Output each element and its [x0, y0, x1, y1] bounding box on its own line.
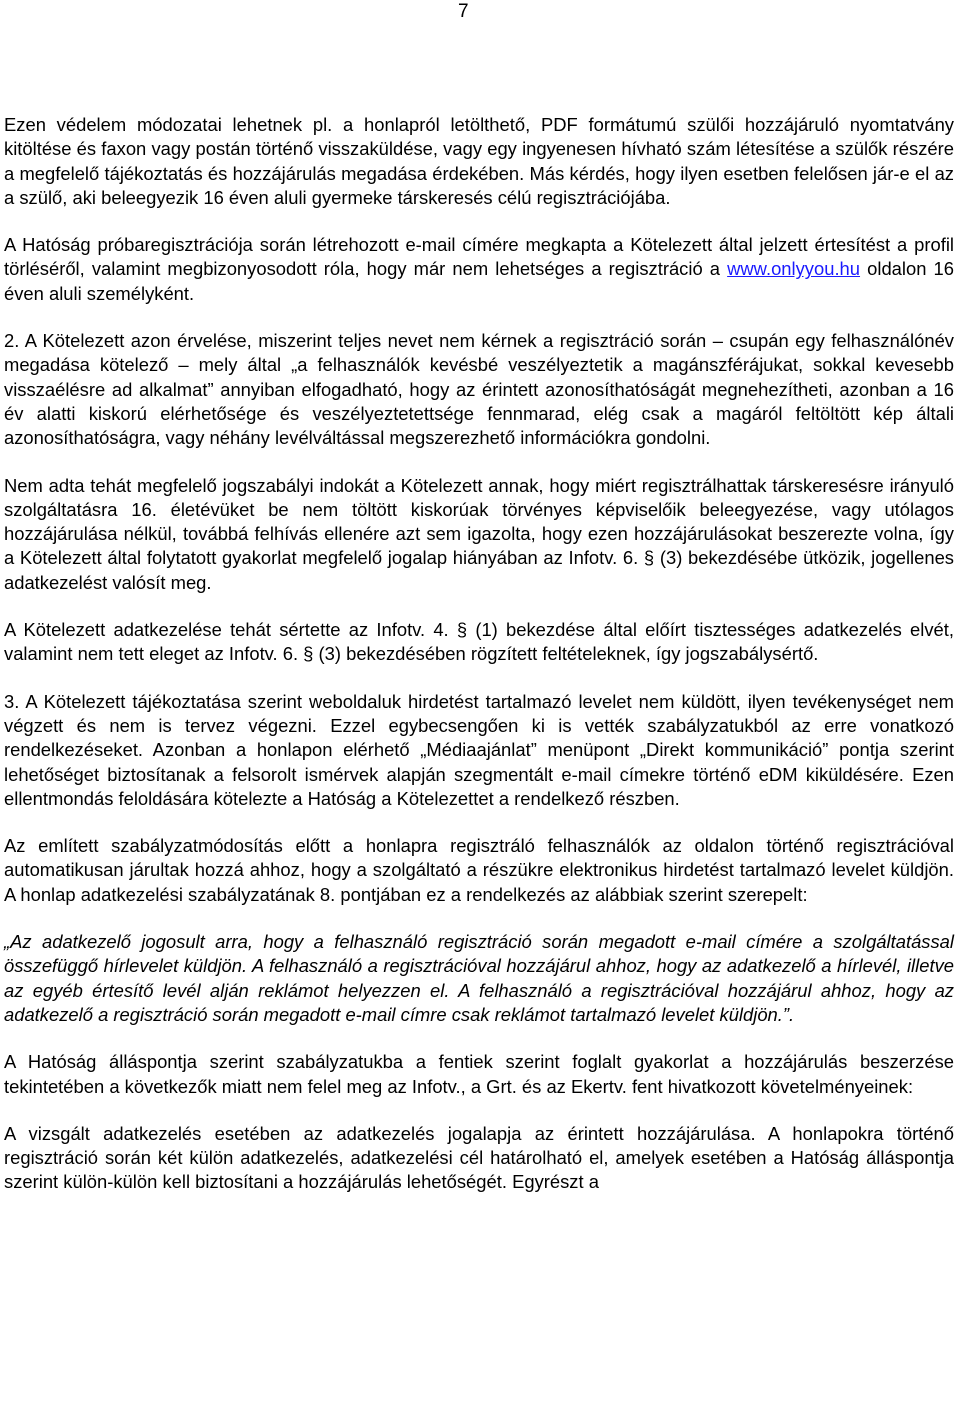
paragraph-protection-methods: Ezen védelem módozatai lehetnek pl. a honlapról letölthető, PDF formátumú szülői hozzájáruló nyomtatvány kitöltése és faxon vagy postán történő visszaküldése, vagy egy ingyenesen hívható szám létesítése a szülők részére a megfelelő tájékoztatás és hozzájárulás megadása érdekében. Más kérdés, hogy ilyen esetben felelősen jár-e el az a szülő, aki beleegyezik 16 éven aluli gyermeke társkeresés célú regisztrációjába.	[4, 114, 954, 208]
quoted-policy-text: „Az adatkezelő jogosult arra, hogy a felhasználó regisztráció során megadott e-mail címére a szolgáltatással összefüggő hírlevelet küldjön. A felhasználó a regisztrációval hozzájárul ahhoz, hogy az adatkezelő a hírlevél, illetve az egyéb értesítő levél alján reklámot helyezzen el. A felhasználó a regisztrációval hozzájárul ahhoz, hogy az adatkezelő a regisztráció során megadott e-mail címre csak reklámot tartalmazó levelet küldjön.”.	[4, 931, 954, 1025]
paragraph-text: oldalon 16 éven aluli személyként.	[4, 258, 954, 304]
paragraph-infringement: A Kötelezett adatkezelése tehát sértette az Infotv. 4. § (1) bekezdése által előírt tisztességes adatkezelés elvét, valamint nem tett eleget az Infotv. 6. § (3) bekezdésében rögzített feltételeknek, így jogszabálysértő.	[4, 619, 954, 665]
paragraph-consent: A vizsgált adatkezelés esetében az adatkezelés jogalapja az érintett hozzájárulása. A honlapokra történő regisztráció során két külön adatkezelés, adatkezelési cél határolható el, amelyek esetében a Hatóság álláspontja szerint külön-külön kell biztosítani a hozzájárulás lehetőségét. Egyrészt a	[4, 1122, 954, 1193]
document-body	[4, 113, 954, 1195]
paragraph-test-registration	[4, 233, 954, 306]
paragraph-point-2: 2. A Kötelezett azon érvelése, miszerint teljes nevet nem kérnek a regisztráció során – csupán egy felhasználónév megadása kötelező – mely által „a felhasználók kevésbé veszélyeztetik a magánszférájukat, sokkal kevesebb visszaélésre ad alkalmat” annyiban elfogadható, hogy az érintett azonosíthatóságát megnehezítheti, azonban a 16 év alatti kiskorú elérhetősége és veszélyeztetettsége fennmarad, elég csak a magáról feltöltött kép általi azonosíthatóságra, vagy néhány levélváltással megszerezhető információkra gondolni.	[4, 330, 954, 449]
paragraph-authority-position: A Hatóság álláspontja szerint szabályzatukba a fentiek szerint foglalt gyakorlat a hozzájárulás beszerzése tekintetében a következők miatt nem felel meg az Infotv., a Grt. és az Ekertv. fent hivatkozott követelményeinek:	[4, 1051, 954, 1097]
website-link[interactable]: www.onlyyou.hu	[727, 258, 861, 280]
paragraph-point-3: 3. A Kötelezett tájékoztatása szerint weboldaluk hirdetést tartalmazó levelet nem küldött, ilyen tevékenységet nem végzett és nem is tervez végezni. Ezzel egybecsengően ki is vették szabályzatukból az erre vonatkozó rendelkezéseket. Azonban a honlapon elérhető „Médiaajánlat” menüpont „Direkt kommunikáció” pontja szerint lehetőséget biztosítanak a felsorolt ismérvek alapján szegmentált e-mail címekre történő eDM kiküldésére. Ezen ellentmondás feloldására kötelezte a Hatóság a Kötelezettet a rendelkező részben.	[4, 690, 954, 809]
paragraph-legal-basis: Nem adta tehát megfelelő jogszabályi indokát a Kötelezett annak, hogy miért regisztrálhattak társkeresésre irányuló szolgáltatásra 16. életévüket be nem töltött kiskorúak törvényes képviselőik beleegyezése, vagy utólagos hozzájárulása nélkül, továbbá felhívás ellenére azt sem igazolta, hogy ezen hozzájárulásokat beszerezte volna, így a Kötelezett által folytatott gyakorlat megfelelő jogalap hiányában az Infotv. 6. § (3) bekezdésébe ütközik, jogellenes adatkezelést valósít meg.	[4, 474, 954, 593]
page-number: 7	[458, 1, 469, 22]
paragraph-text: A Hatóság próbaregisztrációja során létrehozott e-mail címére megkapta a Kötelezett által jelzett értesítést a profil törléséről, valamint megbizonyosodott róla, hogy már nem lehetséges a regisztráció a	[4, 234, 954, 280]
paragraph-policy-change: Az említett szabályzatmódosítás előtt a honlapra regisztráló felhasználók az oldalon történő regisztrációval automatikusan járultak hozzá ahhoz, hogy a szolgáltató a részükre elektronikus hirdetést tartalmazó levelet küldjön. A honlap adatkezelési szabályzatának 8. pontjában ez a rendelkezés az alábbiak szerint szerepelt:	[4, 835, 954, 905]
